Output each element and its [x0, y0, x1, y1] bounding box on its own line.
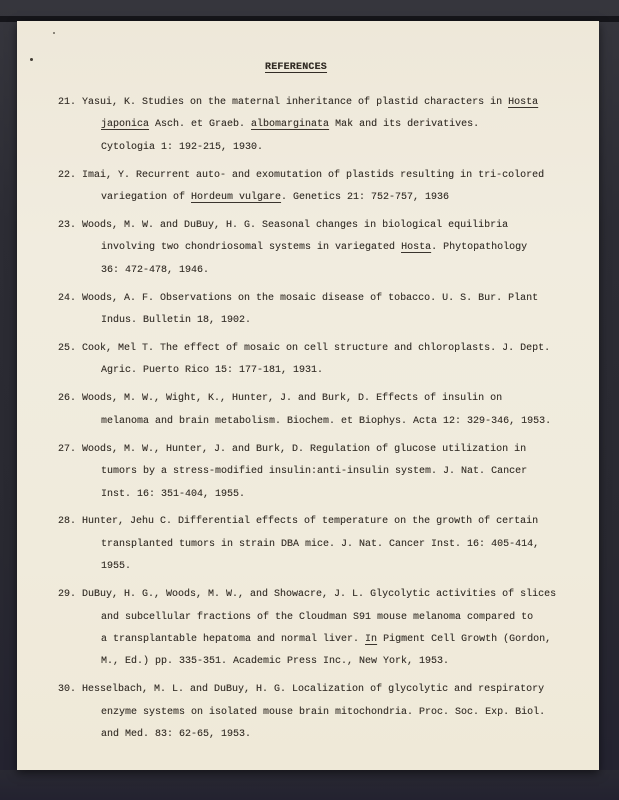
reference-line	[101, 651, 599, 673]
reference-line	[58, 679, 599, 701]
reference-number: 22.	[58, 169, 83, 181]
reference-text: M., Ed.) pp. 335-351. Academic Press Inc., New York, 1953.	[101, 656, 450, 668]
reference-line	[101, 702, 599, 724]
paper-speck	[30, 58, 33, 61]
reference-text: Agric. Puerto Rico 15: 177-181, 1931.	[101, 365, 324, 377]
reference-item	[17, 215, 599, 282]
reference-text: Imai, Y. Recurrent auto- and exomutation of plastids resulting in tri-colored	[82, 169, 545, 181]
reference-line	[101, 484, 599, 506]
reference-line	[101, 137, 599, 159]
reference-text: and Med. 83: 62-65, 1953.	[101, 729, 252, 741]
reference-line	[58, 511, 599, 533]
reference-line	[101, 260, 599, 282]
reference-number: 23.	[58, 220, 83, 232]
underlined-text: In	[365, 633, 378, 645]
reference-text: Woods, M. W., Wight, K., Hunter, J. and Burk, D. Effects of insulin on	[82, 393, 503, 405]
reference-text: Indus. Bulletin 18, 1902.	[101, 315, 252, 327]
reference-text: variegation of	[101, 192, 192, 204]
reference-text: melanoma and brain metabolism. Biochem. et Biophys. Acta 12: 329-346, 1953.	[101, 415, 552, 427]
underlined-text: Hosta	[401, 242, 432, 254]
reference-text: Hunter, Jehu C. Differential effects of temperature on the growth of certain	[82, 516, 539, 528]
reference-item	[17, 679, 599, 746]
reference-line	[58, 165, 599, 187]
document-title: REFERENCES	[265, 62, 328, 73]
underlined-text: albomarginata	[251, 119, 330, 131]
reference-line	[101, 556, 599, 578]
reference-line	[101, 607, 599, 629]
reference-item	[17, 288, 599, 333]
reference-text: 1955.	[101, 561, 132, 573]
reference-text: Woods, M. W., Hunter, J. and Burk, D. Regulation of glucose utilization in	[82, 443, 527, 455]
reference-text: a transplantable hepatoma and normal liver.	[101, 633, 366, 645]
reference-line	[58, 584, 599, 606]
reference-number: 26.	[58, 393, 83, 405]
reference-text: Asch. et Graeb.	[149, 119, 252, 131]
reference-line	[101, 237, 599, 259]
reference-line	[101, 187, 599, 209]
reference-text: transplanted tumors in strain DBA mice. J. Nat. Cancer Inst. 16: 405-414,	[101, 538, 540, 550]
reference-number: 27.	[58, 443, 83, 455]
reference-line	[58, 288, 599, 310]
reference-line	[101, 534, 599, 556]
reference-text: Cook, Mel T. The effect of mosaic on cell structure and chloroplasts. J. Dept.	[82, 343, 551, 355]
reference-text: Hesselbach, M. L. and DuBuy, H. G. Localization of glycolytic and respiratory	[82, 684, 545, 696]
underlined-text: Hosta	[508, 97, 539, 108]
underlined-text: Hordeum vulgare	[191, 192, 282, 204]
reference-item	[17, 511, 599, 578]
reference-line	[101, 114, 599, 136]
reference-text: Yasui, K. Studies on the maternal inheritance of plastid characters in	[82, 97, 509, 108]
reference-text: and subcellular fractions of the Cloudman S91 mouse melanoma compared to	[101, 611, 534, 623]
reference-text: Woods, M. W. and DuBuy, H. G. Seasonal changes in biological equilibria	[82, 220, 509, 232]
reference-line	[58, 92, 599, 114]
reference-text: . Genetics 21: 752-757, 1936	[281, 192, 450, 204]
reference-item	[17, 388, 599, 433]
reference-line	[101, 310, 599, 332]
reference-line	[58, 338, 599, 360]
reference-text: DuBuy, H. G., Woods, M. W., and Showacre, J. L. Glycolytic activities of slices	[82, 589, 557, 601]
reference-item	[17, 439, 599, 506]
reference-text: 36: 472-478, 1946.	[101, 264, 210, 276]
reference-line	[101, 461, 599, 483]
underlined-text: japonica	[101, 119, 150, 131]
reference-number: 24.	[58, 292, 83, 304]
document-page	[17, 21, 599, 770]
references-list	[17, 92, 599, 746]
reference-item	[17, 584, 599, 674]
reference-number: 21.	[58, 97, 83, 108]
paper-speck	[53, 32, 55, 34]
reference-text: tumors by a stress-modified insulin:anti-insulin system. J. Nat. Cancer	[101, 466, 528, 478]
reference-text: . Phytopathology	[431, 242, 528, 254]
reference-text: involving two chondriosomal systems in variegated	[101, 242, 402, 254]
reference-line	[101, 629, 599, 651]
reference-item	[17, 92, 599, 159]
reference-text: enzyme systems on isolated mouse brain mitochondria. Proc. Soc. Exp. Biol.	[101, 706, 546, 718]
reference-line	[101, 724, 599, 746]
reference-line	[58, 215, 599, 237]
reference-item	[17, 338, 599, 383]
reference-text: Woods, A. F. Observations on the mosaic disease of tobacco. U. S. Bur. Plant	[82, 292, 539, 304]
reference-text: Pigment Cell Growth (Gordon,	[377, 633, 552, 645]
reference-item	[17, 165, 599, 210]
reference-text: Mak and its derivatives.	[329, 119, 480, 131]
reference-line	[58, 439, 599, 461]
backdrop-surface	[0, 770, 619, 800]
reference-line	[101, 411, 599, 433]
reference-line	[58, 388, 599, 410]
reference-text: Cytologia 1: 192-215, 1930.	[101, 141, 264, 153]
reference-number: 25.	[58, 343, 83, 355]
reference-number: 28.	[58, 516, 83, 528]
reference-text: Inst. 16: 351-404, 1955.	[101, 488, 246, 500]
reference-number: 29.	[58, 589, 83, 601]
reference-number: 30.	[58, 684, 83, 696]
reference-line	[101, 360, 599, 382]
